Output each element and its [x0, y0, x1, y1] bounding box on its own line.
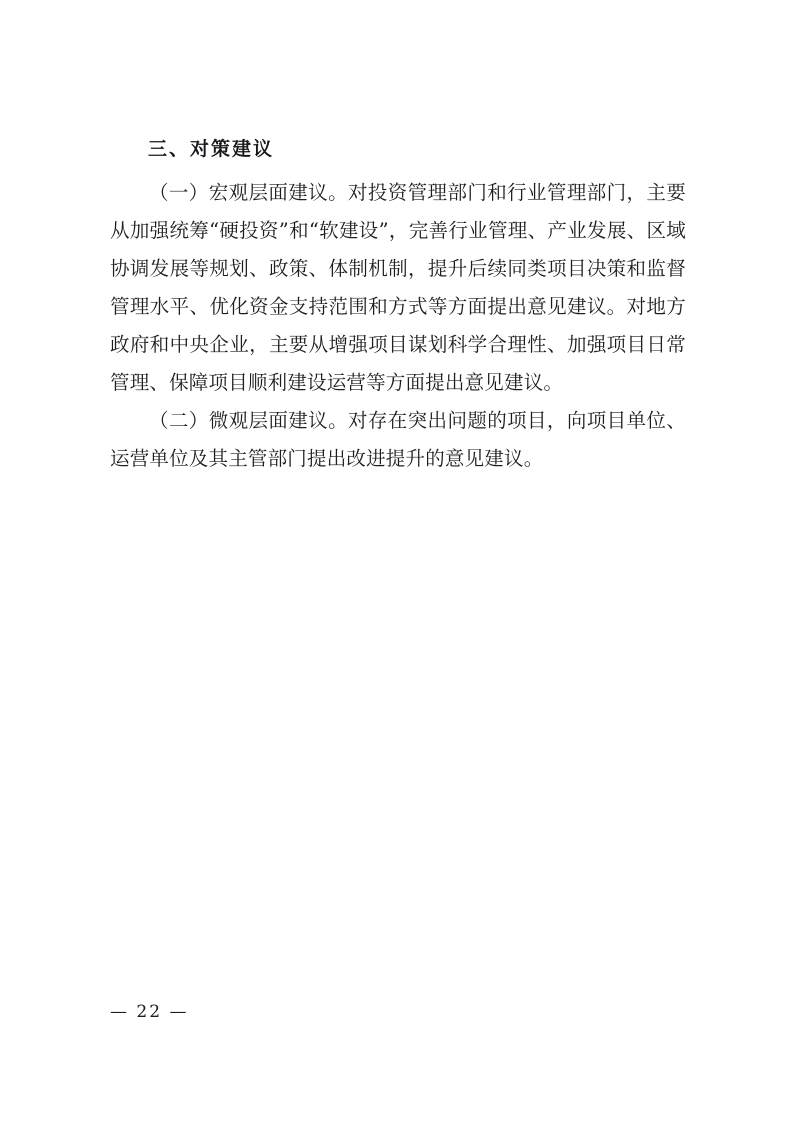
section-heading: 三、对策建议 — [148, 138, 275, 160]
page-number: — 22 — — [110, 1002, 189, 1022]
document-body — [110, 130, 686, 478]
paragraph-micro-level: （二）微观层面建议。对存在突出问题的项目，向项目单位、运营单位及其主管部门提出改进提升的意见建议。 — [110, 409, 686, 470]
page-footer — [110, 1000, 686, 1024]
paragraph-macro-level: （一）宏观层面建议。对投资管理部门和行业管理部门，主要从加强统筹“硬投资”和“软建设”，完善行业管理、产业发展、区域协调发展等规划、政策、体制机制，提升后续同类项目决策和监督管理水平、优化资金支持范围和方式等方面提出意见建议。对地方政府和中央企业，主要从增强项目谋划科学合理性、加强项目日常管理、保障项目顺利建设运营等方面提出意见建议。 — [110, 181, 686, 394]
